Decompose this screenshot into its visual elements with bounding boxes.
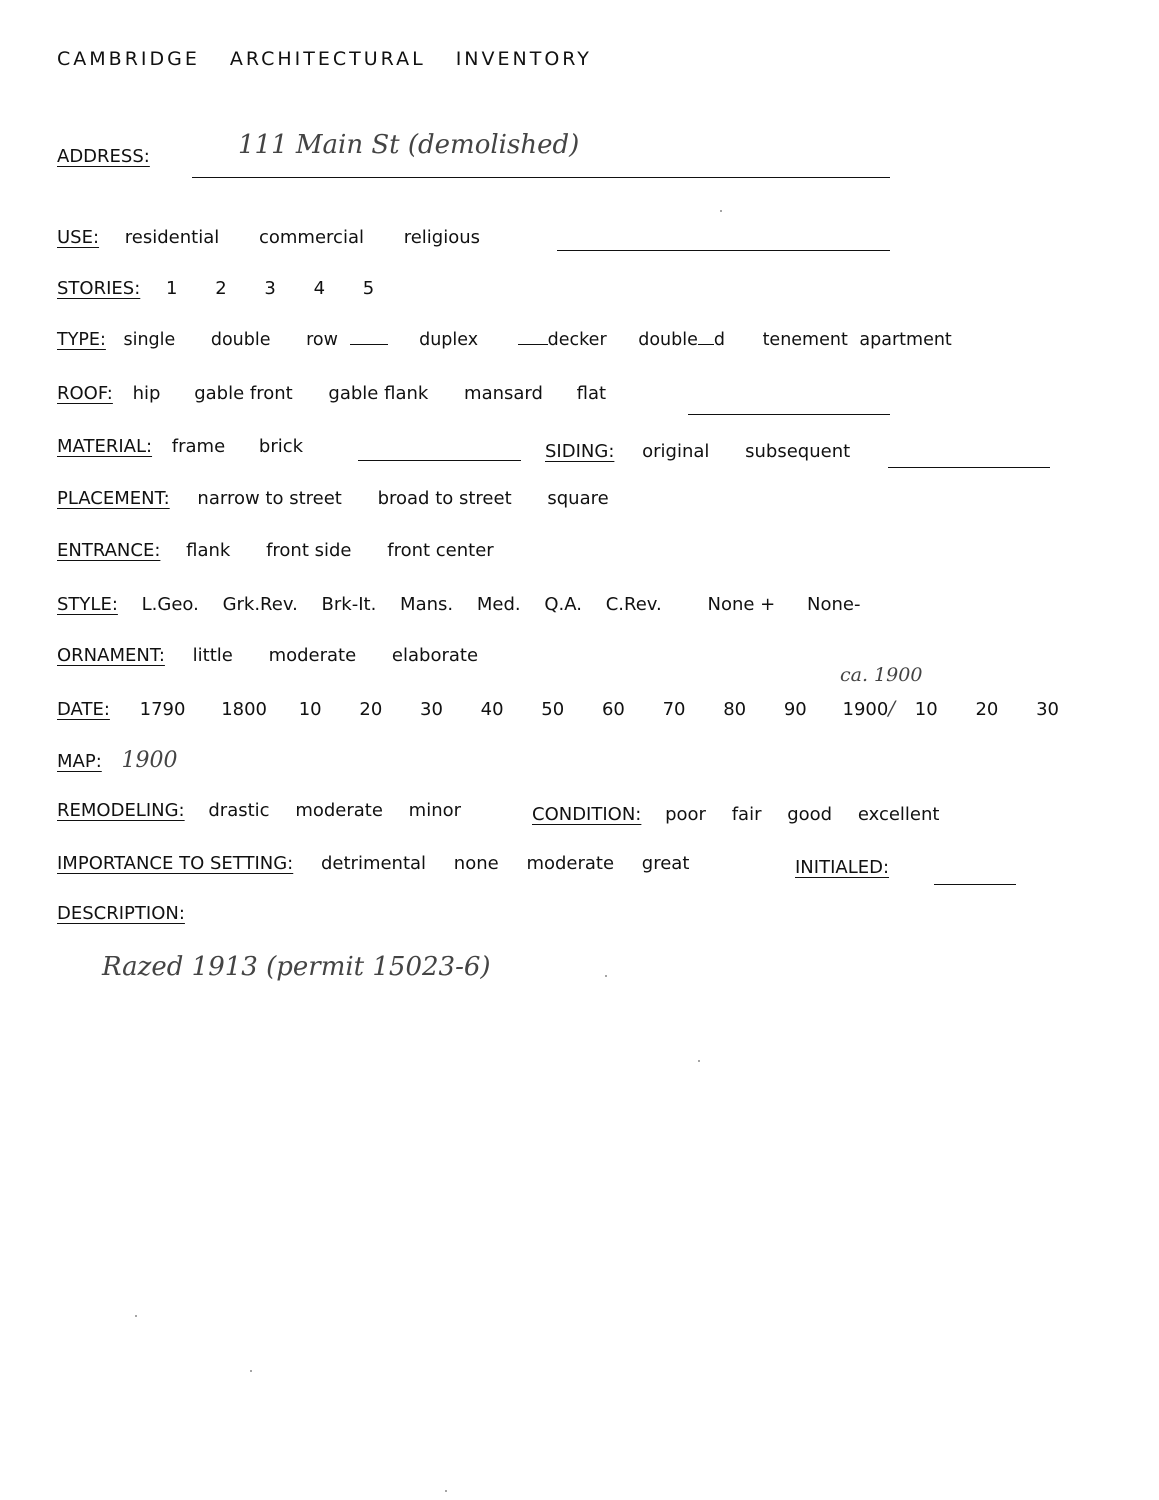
use-option[interactable]: residential <box>124 227 220 248</box>
stories-label: STORIES: <box>57 278 141 299</box>
material-label: MATERIAL: <box>57 436 153 457</box>
map-value[interactable]: 1900 <box>121 748 178 773</box>
condition-option[interactable]: fair <box>731 804 762 825</box>
stories-option[interactable]: 4 <box>313 278 326 299</box>
date-option[interactable]: 90 <box>783 699 807 720</box>
entrance-label: ENTRANCE: <box>57 540 161 561</box>
siding-option[interactable]: original <box>642 441 710 462</box>
form-title <box>57 48 622 70</box>
ornament-option[interactable]: elaborate <box>391 645 479 666</box>
map-label: MAP: <box>57 751 102 772</box>
placement-option[interactable]: broad to street <box>377 488 512 509</box>
material-option[interactable]: frame <box>171 436 226 457</box>
type-option[interactable]: double <box>638 330 698 350</box>
speck <box>698 1060 700 1062</box>
type-option[interactable]: row <box>306 330 338 350</box>
date-handwritten: ca. 1900 <box>840 664 923 686</box>
stories-row <box>57 278 374 299</box>
description-label: DESCRIPTION: <box>57 903 185 924</box>
speck <box>605 975 607 977</box>
decker-blank[interactable] <box>518 344 548 345</box>
row-blank[interactable] <box>350 344 388 345</box>
double-decker-blank[interactable] <box>698 344 714 345</box>
stories-option[interactable]: 5 <box>362 278 375 299</box>
style-option[interactable]: Brk-It. <box>321 594 377 615</box>
placement-option[interactable]: narrow to street <box>197 488 342 509</box>
entrance-option[interactable]: flank <box>186 540 231 561</box>
style-option[interactable]: C.Rev. <box>605 594 662 615</box>
type-option[interactable]: single <box>123 330 176 350</box>
remodeling-row <box>57 800 461 821</box>
condition-option[interactable]: good <box>787 804 833 825</box>
address-row <box>57 146 150 167</box>
title-word: INVENTORY <box>455 48 592 70</box>
speck <box>250 1370 252 1372</box>
condition-label: CONDITION: <box>532 804 642 825</box>
material-option[interactable]: brick <box>258 436 304 457</box>
date-option[interactable]: 1900 <box>842 699 889 720</box>
style-option[interactable]: Med. <box>476 594 521 615</box>
date-option[interactable]: 40 <box>480 699 504 720</box>
importance-option[interactable]: great <box>641 853 690 874</box>
roof-option[interactable]: flat <box>576 383 607 404</box>
type-row <box>57 330 952 350</box>
date-option[interactable]: 20 <box>359 699 383 720</box>
importance-option[interactable]: detrimental <box>320 853 427 874</box>
description-row <box>57 903 185 924</box>
use-other-line[interactable] <box>557 250 890 251</box>
ornament-option[interactable]: little <box>192 645 233 666</box>
speck <box>445 1490 447 1492</box>
siding-label: SIDING: <box>545 441 615 462</box>
importance-option[interactable]: moderate <box>526 853 615 874</box>
siding-other-line[interactable] <box>888 467 1050 468</box>
type-option[interactable]: d <box>713 330 725 350</box>
condition-row <box>532 804 939 825</box>
importance-label: IMPORTANCE TO SETTING: <box>57 853 294 874</box>
roof-option[interactable]: gable flank <box>328 383 429 404</box>
placement-row <box>57 488 609 509</box>
siding-row <box>545 441 850 462</box>
remodeling-option[interactable]: minor <box>408 800 462 821</box>
roof-label: ROOF: <box>57 383 113 404</box>
date-option[interactable]: 1800 <box>221 699 267 720</box>
type-option[interactable]: apartment <box>859 330 952 350</box>
stories-option[interactable]: 3 <box>264 278 276 299</box>
importance-option[interactable]: none <box>453 853 499 874</box>
style-row <box>57 594 860 615</box>
remodeling-option[interactable]: moderate <box>295 800 383 821</box>
ornament-option[interactable]: moderate <box>268 645 357 666</box>
title-word: ARCHITECTURAL <box>229 48 426 70</box>
description-value[interactable]: Razed 1913 (permit 15023-6) <box>102 952 491 982</box>
placement-label: PLACEMENT: <box>57 488 170 509</box>
date-option[interactable]: 10 <box>914 699 938 720</box>
speck <box>135 1315 137 1317</box>
title-word: CAMBRIDGE <box>57 48 200 70</box>
type-option[interactable]: tenement <box>762 330 848 350</box>
type-option[interactable]: double <box>210 330 271 350</box>
date-option[interactable]: 10 <box>298 699 322 720</box>
use-label: USE: <box>57 227 100 248</box>
condition-option[interactable]: excellent <box>857 804 940 825</box>
date-check-mark: / <box>888 696 896 720</box>
ornament-row <box>57 645 478 666</box>
date-option[interactable]: 70 <box>662 699 686 720</box>
style-label: STYLE: <box>57 594 118 615</box>
initialed-line[interactable] <box>934 884 1016 885</box>
material-other-line[interactable] <box>358 460 521 461</box>
remodeling-option[interactable]: drastic <box>208 800 270 821</box>
roof-option[interactable]: hip <box>132 383 161 404</box>
ornament-label: ORNAMENT: <box>57 645 165 666</box>
style-option[interactable]: Grk.Rev. <box>222 594 298 615</box>
style-option[interactable]: Mans. <box>400 594 454 615</box>
type-option[interactable]: decker <box>547 330 607 350</box>
date-row <box>57 696 1059 720</box>
date-option[interactable]: 30 <box>420 699 443 720</box>
importance-row <box>57 853 689 874</box>
type-option[interactable]: duplex <box>419 330 479 350</box>
entrance-row <box>57 540 494 561</box>
roof-option[interactable]: mansard <box>464 383 543 404</box>
roof-row <box>57 383 606 404</box>
siding-option[interactable]: subsequent <box>745 441 851 462</box>
date-option[interactable]: 50 <box>541 699 565 720</box>
address-label: ADDRESS: <box>57 146 150 167</box>
use-option[interactable]: commercial <box>258 227 364 248</box>
entrance-option[interactable]: front center <box>387 540 494 561</box>
date-option[interactable]: 80 <box>723 699 747 720</box>
date-option[interactable]: 20 <box>975 699 999 720</box>
remodeling-label: REMODELING: <box>57 800 185 821</box>
condition-option[interactable]: poor <box>665 804 706 825</box>
speck <box>720 210 722 212</box>
placement-option[interactable]: square <box>547 488 609 509</box>
use-row <box>57 227 480 248</box>
initialed-row <box>795 857 889 878</box>
initialed-label: INITIALED: <box>795 857 890 878</box>
date-option[interactable]: 60 <box>601 699 625 720</box>
entrance-option[interactable]: front side <box>266 540 352 561</box>
date-option[interactable]: 30 <box>1036 699 1059 720</box>
style-option[interactable]: None + <box>707 594 776 615</box>
date-option[interactable]: 1790 <box>139 699 186 720</box>
style-option[interactable]: Q.A. <box>544 594 582 615</box>
map-row <box>57 748 178 773</box>
date-label: DATE: <box>57 699 110 720</box>
stories-option[interactable]: 2 <box>215 278 227 299</box>
style-option[interactable]: L.Geo. <box>141 594 199 615</box>
roof-other-line[interactable] <box>688 414 890 415</box>
stories-option[interactable]: 1 <box>166 278 178 299</box>
address-value[interactable]: 111 Main St (demolished) <box>238 130 580 160</box>
use-option[interactable]: religious <box>403 227 481 248</box>
style-option[interactable]: None- <box>806 594 861 615</box>
address-line <box>192 177 890 178</box>
material-row <box>57 436 303 457</box>
type-label: TYPE: <box>57 330 106 350</box>
roof-option[interactable]: gable front <box>194 383 293 404</box>
